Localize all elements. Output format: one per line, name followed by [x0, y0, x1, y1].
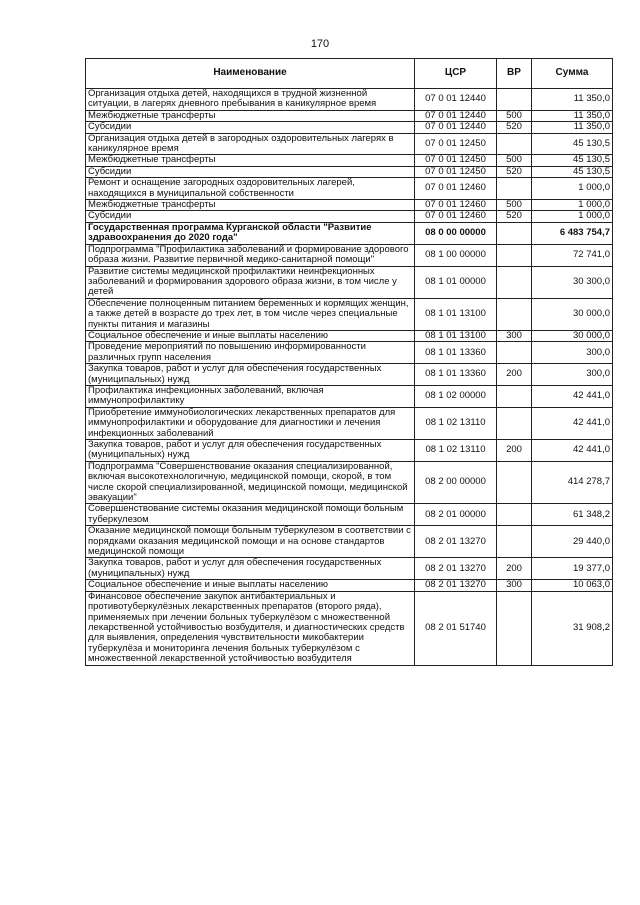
cell-name: Подпрограмма "Совершенствование оказания специализированной, включая высокотехнологичную, медицинской помощи, скорой, в том числе скорой специализированной, медицинской помощи, медицинской эвакуации" [86, 461, 415, 504]
cell-vr: 300 [497, 330, 532, 341]
table-row [86, 89, 613, 111]
cell-vr: 520 [497, 166, 532, 177]
header-name: Наименование [86, 59, 415, 89]
cell-vr: 500 [497, 110, 532, 121]
table-row [86, 222, 613, 244]
cell-name: Межбюджетные трансферты [86, 200, 415, 211]
cell-vr [497, 133, 532, 155]
table-row [86, 407, 613, 439]
cell-csr: 08 1 02 00000 [415, 385, 497, 407]
cell-sum: 45 130,5 [532, 155, 613, 166]
cell-csr: 08 1 01 13360 [415, 364, 497, 386]
cell-sum: 1 000,0 [532, 211, 613, 222]
cell-name: Закупка товаров, работ и услуг для обеспечения государственных (муниципальных) нужд [86, 364, 415, 386]
cell-vr [497, 244, 532, 266]
cell-name: Субсидии [86, 211, 415, 222]
cell-vr: 520 [497, 211, 532, 222]
cell-csr: 08 0 00 00000 [415, 222, 497, 244]
table-row [86, 526, 613, 558]
cell-name: Субсидии [86, 122, 415, 133]
cell-sum: 19 377,0 [532, 558, 613, 580]
cell-csr: 08 1 01 13100 [415, 298, 497, 330]
cell-vr: 200 [497, 440, 532, 462]
cell-sum: 11 350,0 [532, 122, 613, 133]
table-row [86, 440, 613, 462]
table-row [86, 504, 613, 526]
cell-sum: 45 130,5 [532, 133, 613, 155]
cell-vr [497, 591, 532, 665]
cell-name: Проведение мероприятий по повышению информированности различных групп населения [86, 342, 415, 364]
table-row [86, 298, 613, 330]
cell-name: Подпрограмма "Профилактика заболеваний и формирование здорового образа жизни. Развитие первичной медико-санитарной помощи" [86, 244, 415, 266]
table-row [86, 461, 613, 504]
cell-name: Развитие системы медицинской профилактики неинфекционных заболеваний и формирования здорового образа жизни, в том числе у детей [86, 266, 415, 298]
header-vr: ВР [497, 59, 532, 89]
cell-sum: 42 441,0 [532, 385, 613, 407]
table-row [86, 591, 613, 665]
cell-name: Социальное обеспечение и иные выплаты населению [86, 580, 415, 591]
cell-sum: 42 441,0 [532, 407, 613, 439]
cell-csr: 08 1 00 00000 [415, 244, 497, 266]
cell-csr: 07 0 01 12460 [415, 211, 497, 222]
cell-csr: 07 0 01 12450 [415, 166, 497, 177]
cell-csr: 07 0 01 12460 [415, 200, 497, 211]
header-sum: Сумма [532, 59, 613, 89]
cell-vr [497, 222, 532, 244]
cell-name: Межбюджетные трансферты [86, 110, 415, 121]
cell-name: Профилактика инфекционных заболеваний, включая иммунопрофилактику [86, 385, 415, 407]
table-row [86, 342, 613, 364]
cell-csr: 07 0 01 12460 [415, 178, 497, 200]
page-number: 170 [310, 38, 330, 50]
cell-csr: 08 1 01 00000 [415, 266, 497, 298]
cell-sum: 61 348,2 [532, 504, 613, 526]
cell-csr: 08 2 00 00000 [415, 461, 497, 504]
cell-name: Совершенствование системы оказания медицинской помощи больным туберкулезом [86, 504, 415, 526]
cell-csr: 07 0 01 12450 [415, 155, 497, 166]
cell-vr: 300 [497, 580, 532, 591]
cell-name: Организация отдыха детей, находящихся в трудной жизненной ситуации, в лагерях дневного пребывания в каникулярное время [86, 89, 415, 111]
cell-csr: 08 1 02 13110 [415, 440, 497, 462]
cell-vr [497, 266, 532, 298]
cell-sum: 300,0 [532, 364, 613, 386]
header-csr: ЦСР [415, 59, 497, 89]
table-row [86, 330, 613, 341]
table-row [86, 178, 613, 200]
table-row [86, 211, 613, 222]
table-row [86, 580, 613, 591]
cell-sum: 1 000,0 [532, 200, 613, 211]
cell-sum: 42 441,0 [532, 440, 613, 462]
cell-name: Субсидии [86, 166, 415, 177]
cell-name: Межбюджетные трансферты [86, 155, 415, 166]
cell-sum: 11 350,0 [532, 89, 613, 111]
table-row [86, 166, 613, 177]
cell-vr: 500 [497, 155, 532, 166]
cell-vr [497, 385, 532, 407]
cell-csr: 07 0 01 12440 [415, 110, 497, 121]
cell-csr: 07 0 01 12450 [415, 133, 497, 155]
cell-name: Обеспечение полноценным питанием беременных и кормящих женщин, а также детей в возрасте до трех лет, в том числе через специальные пункты питания и магазины [86, 298, 415, 330]
cell-csr: 08 1 02 13110 [415, 407, 497, 439]
cell-sum: 300,0 [532, 342, 613, 364]
budget-table [85, 58, 613, 666]
cell-csr: 08 1 01 13360 [415, 342, 497, 364]
cell-vr [497, 407, 532, 439]
table-row [86, 200, 613, 211]
cell-csr: 08 2 01 13270 [415, 558, 497, 580]
cell-sum: 1 000,0 [532, 178, 613, 200]
cell-csr: 08 2 01 13270 [415, 580, 497, 591]
cell-csr: 07 0 01 12440 [415, 122, 497, 133]
cell-vr [497, 342, 532, 364]
cell-csr: 08 1 01 13100 [415, 330, 497, 341]
cell-name: Ремонт и оснащение загородных оздоровительных лагерей, находящихся в муниципальной собственности [86, 178, 415, 200]
cell-sum: 45 130,5 [532, 166, 613, 177]
cell-vr: 200 [497, 558, 532, 580]
cell-vr [497, 526, 532, 558]
table-row [86, 558, 613, 580]
table-row [86, 385, 613, 407]
table-row [86, 244, 613, 266]
cell-name: Закупка товаров, работ и услуг для обеспечения государственных (муниципальных) нужд [86, 440, 415, 462]
cell-csr: 08 2 01 13270 [415, 526, 497, 558]
cell-sum: 30 300,0 [532, 266, 613, 298]
cell-name: Закупка товаров, работ и услуг для обеспечения государственных (муниципальных) нужд [86, 558, 415, 580]
cell-name: Приобретение иммунобиологических лекарственных препаратов для иммунопрофилактики и оборудование для диагностики и лечения инфекционных заболеваний [86, 407, 415, 439]
cell-name: Финансовое обеспечение закупок антибактериальных и противотуберкулёзных лекарственных препаратов (второго ряда), применяемых при лечении больных туберкулёзом с множественной лекарственной устойчивостью возбудителя, и диагностических средств для выявления, определения чувствительности микобактерии туберкулёза и мониторинга лечения больных туберкулёзом с множественной лекарственной устойчивостью возбудителя [86, 591, 415, 665]
table-row [86, 122, 613, 133]
cell-vr: 200 [497, 364, 532, 386]
cell-sum: 31 908,2 [532, 591, 613, 665]
table-row [86, 266, 613, 298]
cell-name: Оказание медицинской помощи больным туберкулезом в соответствии с порядками оказания медицинской помощи и на основе стандартов медицинской помощи [86, 526, 415, 558]
cell-sum: 30 000,0 [532, 298, 613, 330]
cell-csr: 07 0 01 12440 [415, 89, 497, 111]
cell-csr: 08 2 01 00000 [415, 504, 497, 526]
cell-vr [497, 504, 532, 526]
cell-vr [497, 178, 532, 200]
cell-name: Социальное обеспечение и иные выплаты населению [86, 330, 415, 341]
table-row [86, 155, 613, 166]
cell-vr: 520 [497, 122, 532, 133]
table-row [86, 364, 613, 386]
cell-name: Организация отдыха детей в загородных оздоровительных лагерях в каникулярное время [86, 133, 415, 155]
cell-vr [497, 461, 532, 504]
cell-sum: 29 440,0 [532, 526, 613, 558]
cell-sum: 414 278,7 [532, 461, 613, 504]
cell-sum: 10 063,0 [532, 580, 613, 591]
cell-vr [497, 89, 532, 111]
cell-sum: 72 741,0 [532, 244, 613, 266]
cell-sum: 11 350,0 [532, 110, 613, 121]
cell-vr [497, 298, 532, 330]
cell-name: Государственная программа Курганской области "Развитие здравоохранения до 2020 года" [86, 222, 415, 244]
cell-csr: 08 2 01 51740 [415, 591, 497, 665]
cell-sum: 6 483 754,7 [532, 222, 613, 244]
cell-vr: 500 [497, 200, 532, 211]
table-row [86, 133, 613, 155]
cell-sum: 30 000,0 [532, 330, 613, 341]
table-row [86, 110, 613, 121]
table-header-row [86, 59, 613, 89]
